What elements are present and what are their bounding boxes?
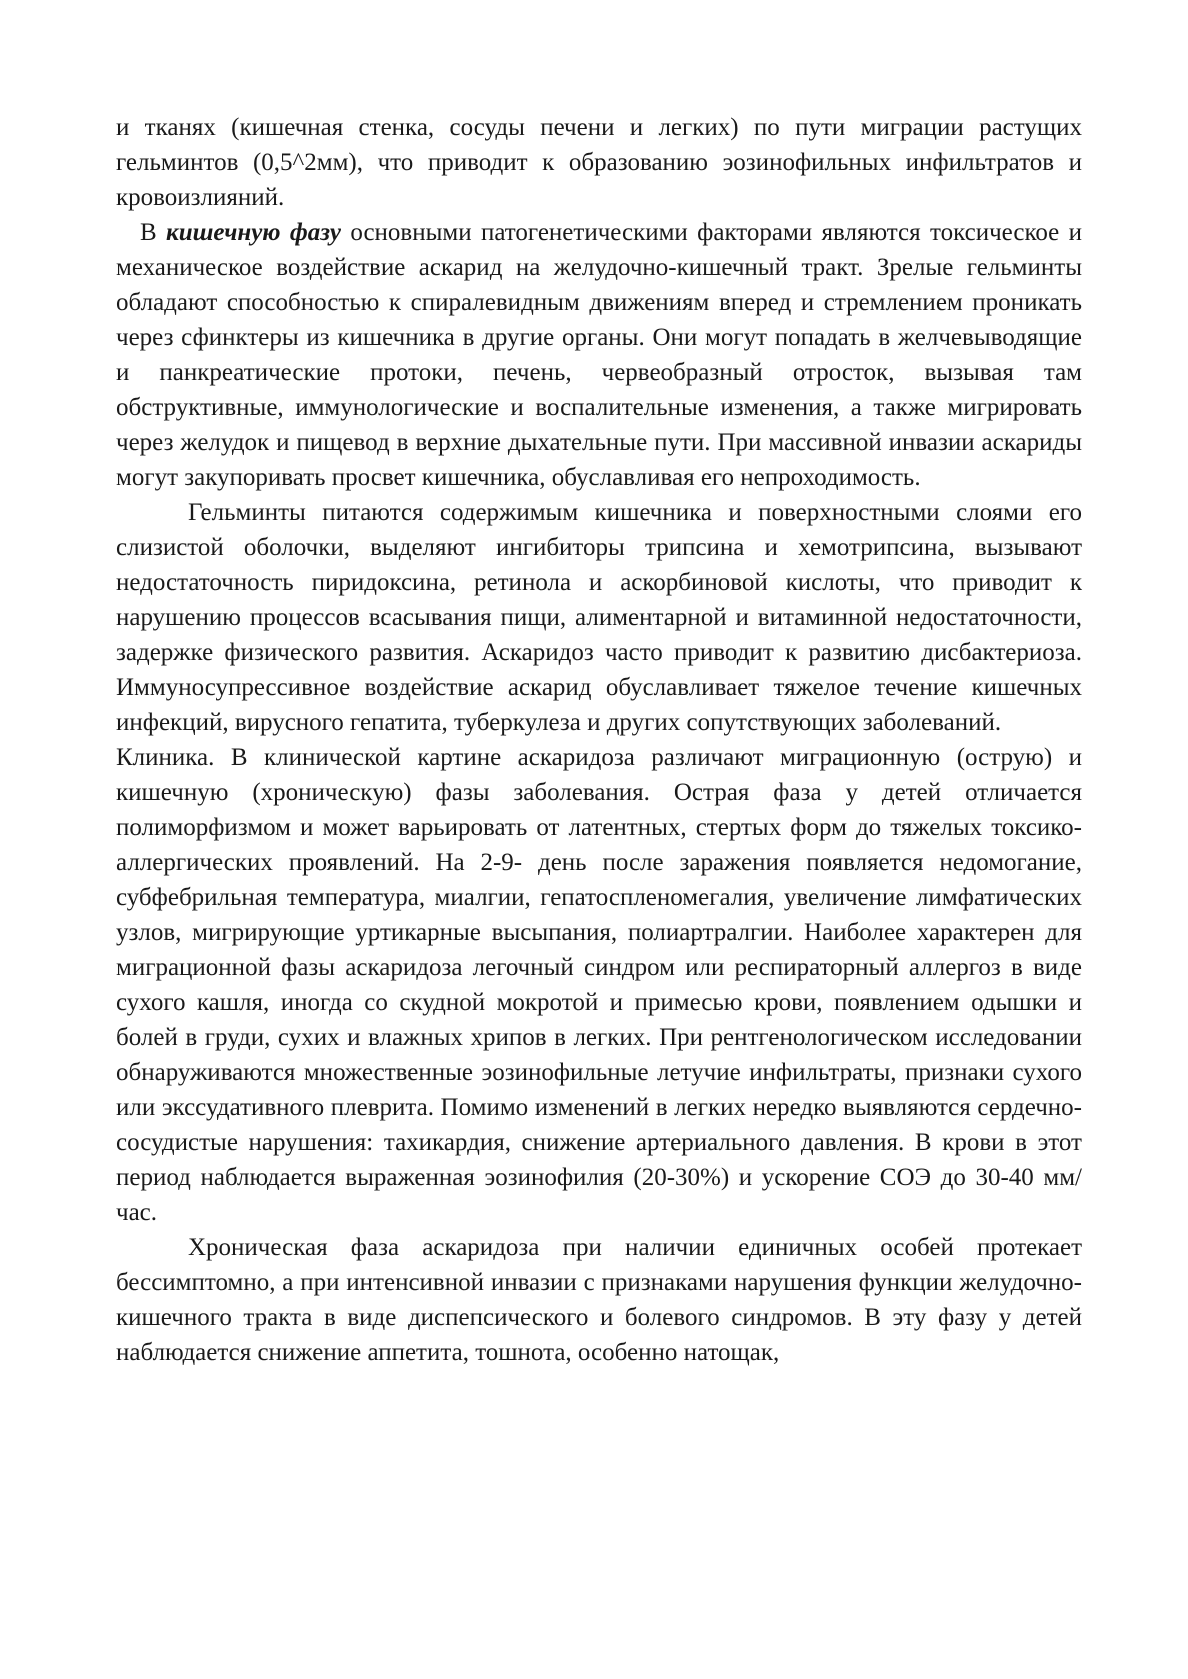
paragraph-clinic: Клиника. В клинической картине аскаридоза различают миграционную (острую) и кишечную (хроническую) фазы заболевания. Острая фаза у детей отличается полиморфизмом и может варьировать от латентных, стертых форм до тяжелых токсико-аллергических проявлений. На 2-9- день после заражения появляется недомогание, субфебрильная температура, миалгии, гепатоспленомегалия, увеличение лимфатических узлов, мигрирующие уртикарные высыпания, полиартралгии. Наиболее характерен для миграционной фазы аскаридоза легочный синдром или респираторный аллергоз в виде сухого кашля, иногда со скудной мокротой и примесью крови, появлением одышки и болей в груди, сухих и влажных хрипов в легких. При рентгенологическом исследовании обнаруживаются множественные эозинофильные летучие инфильтраты, признаки сухого или экссудативного плеврита. Помимо изменений в легких нередко выявляются сердечно-сосудистые нарушения: тахикардия, снижение артериального давления. В крови в этот период наблюдается выраженная эозинофилия (20-30%) и ускорение СОЭ до 30-40 мм/час. [116,744,1082,1226]
paragraph-intestinal-rest: основными патогенетическими факторами являются токсическое и механическое воздействие аскарид на желудочно-кишечный тракт. Зрелые гельминты обладают способностью к спиралевидным движениям вперед и стремлением проникать через сфинктеры из кишечника в другие органы. Они могут попадать в желчевыводящие и панкреатические протоки, печень, червеобразный отросток, вызывая там обструктивные, иммунологические и воспалительные изменения, а также мигрировать через желудок и пищевод в верхние дыхательные пути. При массивной инвазии аскариды могут закупоривать просвет кишечника, обуславливая его непроходимость. [116,219,1082,491]
paragraph-migration-continued: и тканях (кишечная стенка, сосуды печени и легких) по пути миграции растущих гельминтов (0,5^2мм), что приводит к образованию эозинофильных инфильтратов и кровоизлияний. [116,114,1082,211]
paragraph-helminth-nutrition: Гельминты питаются содержимым кишечника и поверхностными слоями его слизистой оболочки, выделяют ингибиторы трипсина и хемотрипсина, вызывают недостаточность пиридоксина, ретинола и аскорбиновой кислоты, что приводит к нарушению процессов всасывания пищи, алиментарной и витаминной недостаточности, задержке физического развития. Аскаридоз часто приводит к развитию дисбактериоза. Иммуносупрессивное воздействие аскарид обуславливает тяжелое течение кишечных инфекций, вирусного гепатита, туберкулеза и других сопутствующих заболеваний. [116,499,1082,736]
paragraph-intestinal-lead: В [140,219,167,246]
document-page [116,110,1082,1370]
paragraph-chronic-phase: Хроническая фаза аскаридоза при наличии единичных особей протекает бессимптомно, а при интенсивной инвазии с признаками нарушения функции желудочно-кишечного тракта в виде диспепсического и болевого синдромов. В эту фазу у детей наблюдается снижение аппетита, тошнота, особенно натощак, [116,1234,1082,1366]
paragraph-intestinal-phase [116,215,1082,495]
term-intestinal-phase: кишечную фазу [166,219,341,246]
